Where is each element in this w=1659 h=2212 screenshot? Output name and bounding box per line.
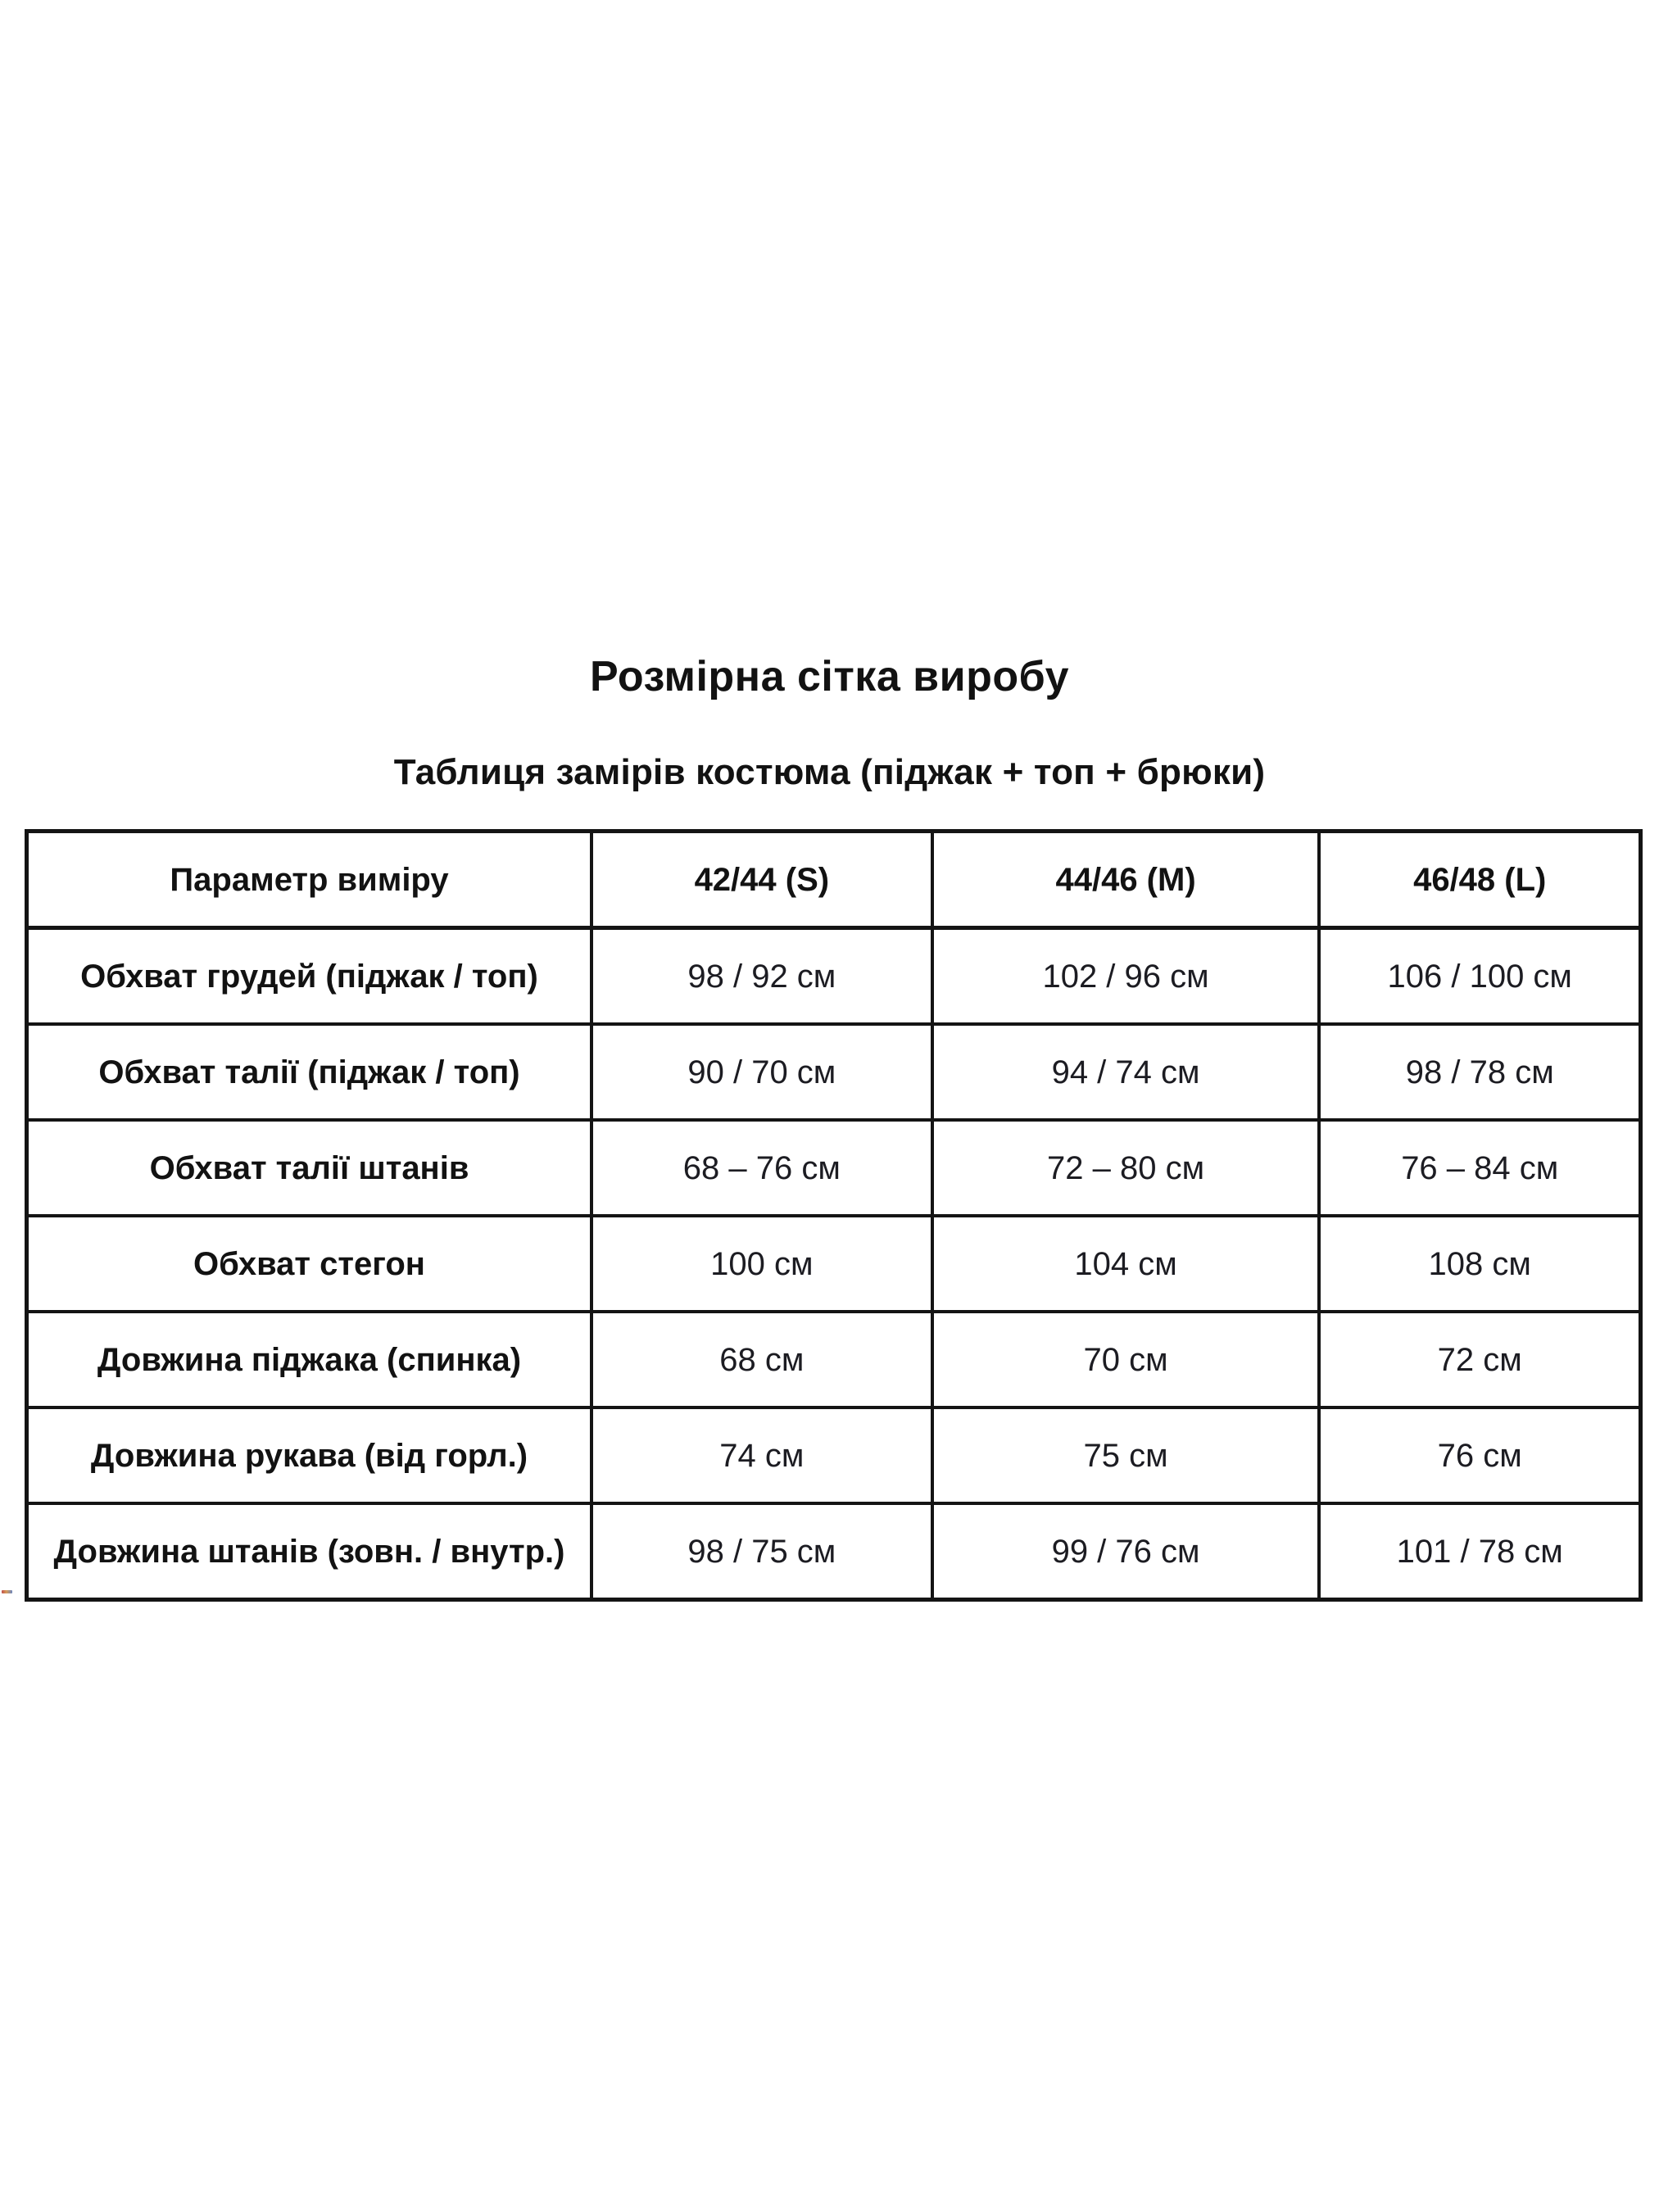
value-cell: 101 / 78 см [1319, 1503, 1640, 1600]
value-cell: 74 см [592, 1407, 932, 1503]
param-cell: Довжина рукава (від горл.) [27, 1407, 592, 1503]
table-row [27, 1407, 1641, 1503]
param-cell: Обхват талії штанів [27, 1120, 592, 1216]
value-cell: 98 / 75 см [592, 1503, 932, 1600]
value-cell: 70 см [932, 1312, 1320, 1407]
table-row [27, 1120, 1641, 1216]
value-cell: 90 / 70 см [592, 1024, 932, 1120]
header-cell-size-s: 42/44 (S) [592, 832, 932, 928]
param-cell: Обхват талії (піджак / топ) [27, 1024, 592, 1120]
param-cell: Обхват стегон [27, 1216, 592, 1312]
header-cell-size-m: 44/46 (M) [932, 832, 1320, 928]
value-cell: 102 / 96 см [932, 928, 1320, 1025]
table-row [27, 1503, 1641, 1600]
table-row [27, 928, 1641, 1025]
value-cell: 108 см [1319, 1216, 1640, 1312]
value-cell: 76 см [1319, 1407, 1640, 1503]
param-cell: Довжина піджака (спинка) [27, 1312, 592, 1407]
stray-dash-mark [2, 1590, 12, 1593]
table-row [27, 1216, 1641, 1312]
table-row [27, 1312, 1641, 1407]
table-row [27, 1024, 1641, 1120]
value-cell: 68 см [592, 1312, 932, 1407]
value-cell: 99 / 76 см [932, 1503, 1320, 1600]
table-caption: Таблиця замірів костюма (піджак + топ + брюки) [393, 752, 1266, 792]
header-cell-size-l: 46/48 (L) [1319, 832, 1640, 928]
value-cell: 94 / 74 см [932, 1024, 1320, 1120]
size-chart-table [25, 829, 1643, 1602]
value-cell: 72 – 80 см [932, 1120, 1320, 1216]
value-cell: 72 см [1319, 1312, 1640, 1407]
value-cell: 104 см [932, 1216, 1320, 1312]
value-cell: 98 / 92 см [592, 928, 932, 1025]
value-cell: 100 см [592, 1216, 932, 1312]
value-cell: 98 / 78 см [1319, 1024, 1640, 1120]
value-cell: 75 см [932, 1407, 1320, 1503]
value-cell: 76 – 84 см [1319, 1120, 1640, 1216]
header-row [27, 832, 1641, 928]
value-cell: 68 – 76 см [592, 1120, 932, 1216]
value-cell: 106 / 100 см [1319, 928, 1640, 1025]
page-title: Розмірна сітка виробу [589, 653, 1069, 700]
param-cell: Обхват грудей (піджак / топ) [27, 928, 592, 1025]
param-cell: Довжина штанів (зовн. / внутр.) [27, 1503, 592, 1600]
header-cell-parameter: Параметр виміру [27, 832, 592, 928]
